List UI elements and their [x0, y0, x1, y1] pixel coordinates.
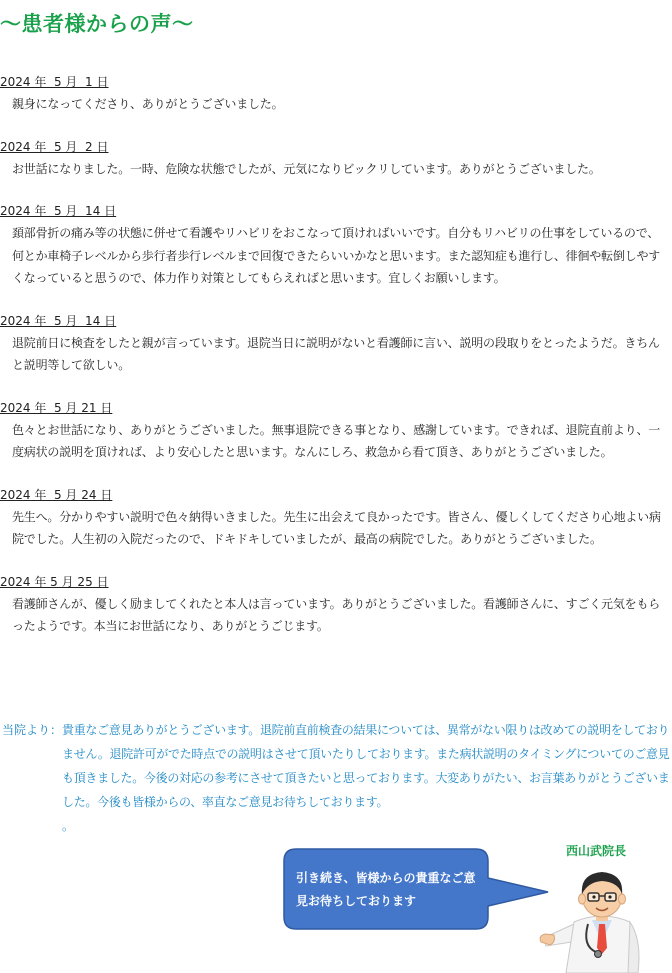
feedback-entry: [0, 71, 672, 116]
feedback-entry: [0, 397, 672, 464]
speech-text: 引き続き、皆様からの貴重なご意見お待ちしております: [296, 871, 476, 908]
entry-text: 頚部骨折の痛み等の状態に併せて看護やリハビリをおこなって頂ければいいです。自分もリハビリの仕事をしているので、何とか車椅子レベルから歩行者歩行レベルまで回復できたらいいかなと思います。また認知症も進行し、徘徊や転倒しやすくなっていると思うので、体力作り対策としてもらえればと思います。宜しくお願いします。: [12, 226, 661, 285]
entry-date: 2024 年 5 月 14 日: [0, 313, 117, 328]
doctor-illustration: [538, 862, 668, 973]
page-title: ～患者様からの声～: [0, 12, 194, 36]
speech-bubble: [282, 848, 552, 930]
entry-text: 色々とお世話になり、ありがとうございました。無事退院できる事となり、感謝しています。できれば、退院直前より、一度病状の説明を頂ければ、より安心したと思います。なんにしろ、救急から看て頂き、ありがとうございました。: [12, 422, 661, 459]
entry-text: 先生へ。分かりやすい説明で色々納得いきました。先生に出会えて良かったです。皆さん、優しくしてくださり心地よい病院でした。人生初の入院だったので、ドキドキしていましたが、最高の病院でした。ありがとうございました。: [12, 509, 661, 546]
entry-date: 2024 年 5 月 25 日: [0, 574, 109, 589]
entry-date: 2024 年 5 月 14 日: [0, 204, 117, 218]
entry-date: 2024 年 5 月 21 日: [0, 400, 113, 415]
entry-text: 親身になってくださり、ありがとうございました。: [12, 97, 284, 111]
hospital-reply: [2, 718, 670, 838]
entry-date: 2024 年 5 月 24 日: [0, 487, 113, 502]
entry-date: 2024 年 5 月 2 日: [0, 139, 109, 154]
reply-body: [62, 718, 670, 838]
entry-date: 2024 年 5 月 1 日: [0, 75, 109, 89]
feedback-entry: [0, 200, 672, 290]
doctor-name: 西山武院長: [566, 844, 627, 858]
reply-text: 貴重なご意見ありがとうございます。退院前直前検査の結果については、異常がない限りは改めての説明をしておりません。退院許可がでた時点での説明はさせて頂いたりしております。また病状説明のタイミングについてのご意見も頂きました。今後の対応の参考にさせて頂きたいと思っております。大変ありがたい、お言葉ありがとうございました。今後も皆様からの、率直なご意見お待ちしております。: [62, 723, 670, 809]
feedback-entry: [0, 310, 672, 377]
feedback-entry: [0, 484, 672, 551]
entry-text: 退院前日に検査をしたと親が言っています。退院当日に説明がないと看護師に言い、説明の段取りをとったようだ。きちんと説明等して欲しい。: [12, 335, 660, 372]
entry-text: 看護師さんが、優しく励ましてくれたと本人は言っています。ありがとうございました。看護師さんに、すごく元気をもらったようです。本当にお世話になり、ありがとうごじます。: [12, 596, 661, 633]
reply-label: 当院より：: [2, 723, 63, 737]
reply-ending: 。: [62, 819, 74, 833]
feedback-list: [0, 71, 672, 658]
feedback-entry: [0, 571, 672, 638]
feedback-entry: [0, 136, 672, 181]
entry-text: お世話になりました。一時、危険な状態でしたが、元気になりビックリしています。ありがとうございました。: [12, 161, 601, 176]
